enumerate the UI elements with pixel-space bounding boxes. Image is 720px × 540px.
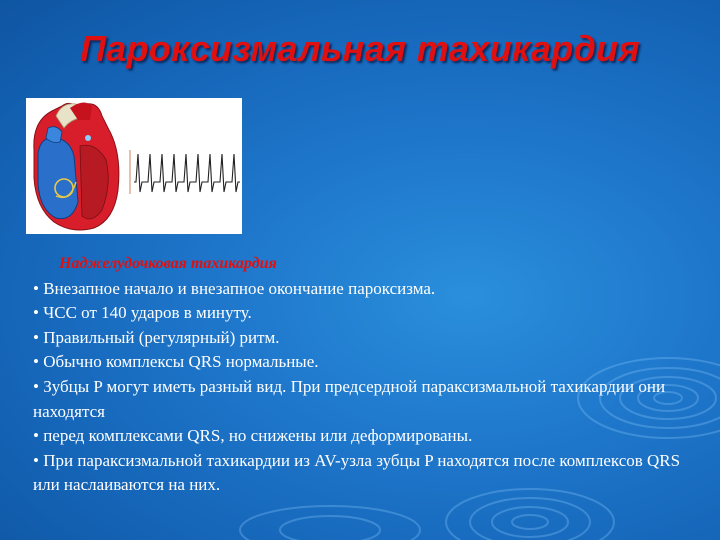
heart-ecg-figure: [26, 98, 242, 234]
bullet-item: • При параксизмальной тахикардии из AV-узла зубцы P находятся после комплексов QRS или наслаиваются на них.: [33, 450, 681, 495]
heart-ecg-illustration-icon: [26, 98, 242, 234]
bullet-item: • Внезапное начало и внезапное окончание пароксизма.: [33, 278, 436, 298]
bullet-item: • Правильный (регулярный) ритм.: [33, 327, 280, 347]
slide-subtitle: Наджелудочковая тахикардия: [59, 255, 277, 272]
slide-title: Пароксизмальная тахикардия: [80, 28, 640, 69]
bullet-item: • Зубцы P могут иметь разный вид. При предсердной параксизмальной тахикардии они находятся: [33, 376, 666, 421]
slide-body: [33, 252, 693, 498]
bullet-item: • ЧСС от 140 ударов в минуту.: [33, 303, 252, 323]
bullet-item: • перед комплексами QRS, но снижены или деформированы.: [33, 426, 473, 446]
bullet-item: • Обычно комплексы QRS нормальные.: [33, 352, 319, 372]
